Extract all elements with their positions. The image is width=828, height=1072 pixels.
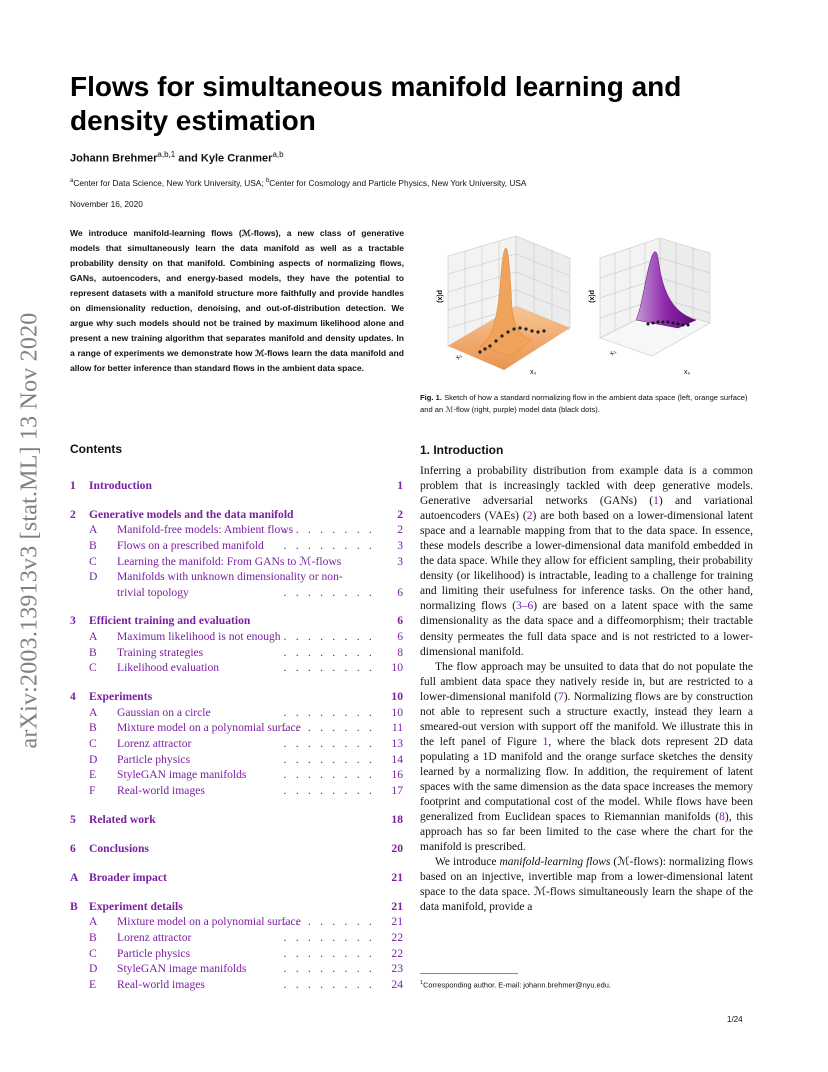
author-separator: and — [178, 152, 198, 165]
toc-entry-page: 21 — [391, 871, 403, 884]
toc-entry-page: 13 — [391, 737, 403, 750]
figure-caption-label: Fig. 1. — [420, 393, 442, 402]
paragraph: We introduce manifold-learning flows (ℳ-flows): normalizing flows based on an injective, invertible map from a lower-dimensional latent space to the data space. ℳ-flows simultaneously learn the shape of the data manifold, provide a — [420, 856, 754, 914]
citation-link[interactable]: 2 — [526, 510, 533, 523]
toc-entry-title: Real-world images — [117, 978, 205, 991]
toc-entry-page: 20 — [391, 842, 403, 855]
toc-entry-number: B — [70, 900, 78, 913]
toc-entry-number: B — [89, 721, 97, 734]
author-line — [70, 150, 284, 165]
toc-entry-page: 21 — [391, 915, 403, 928]
toc-entry-page: 17 — [391, 784, 403, 797]
toc-entry-page: 3 — [397, 555, 403, 568]
toc-entry[interactable] — [70, 812, 403, 827]
author-superscript: a,b,1 — [157, 150, 176, 159]
toc-entry-title: Particle physics — [117, 947, 191, 960]
toc-leader-dots: . . . . . . . . — [283, 721, 375, 734]
page-number: 1/24 — [727, 1015, 743, 1024]
toc-entry-title: Real-world images — [117, 784, 205, 797]
toc-entry-number: D — [89, 753, 98, 766]
toc-entry-page: 10 — [391, 706, 403, 719]
toc-entry-page: 10 — [391, 690, 403, 703]
toc-entry[interactable] — [70, 870, 403, 885]
toc-entry-page: 2 — [397, 508, 403, 521]
toc-entry-title: Flows on a prescribed manifold — [117, 539, 264, 552]
citation-link[interactable]: 3–6 — [516, 600, 534, 613]
left-panel-plot — [448, 236, 570, 370]
toc-entry-title: Lorenz attractor — [117, 737, 192, 750]
toc-leader-dots: . . . . . . . . — [283, 784, 375, 797]
toc-leader-dots: . . . . . . . . — [283, 630, 375, 643]
toc-entry[interactable] — [70, 538, 403, 553]
toc-entry-title: Efficient training and evaluation — [89, 614, 251, 627]
left-x1-axis-label: x₁ — [454, 352, 464, 362]
toc-entry[interactable] — [70, 705, 403, 720]
toc-entry-number: 6 — [70, 842, 76, 855]
toc-entry-number: 1 — [70, 479, 76, 492]
toc-entry-title: StyleGAN image manifolds — [117, 768, 247, 781]
author-superscript: a,b — [272, 150, 284, 159]
toc-entry-title: Introduction — [89, 479, 152, 492]
toc-leader-dots: . . . . . . . . — [283, 768, 375, 781]
toc-entry-page: 11 — [391, 721, 403, 734]
toc-entry-page: 21 — [391, 900, 403, 913]
toc-entry-page: 23 — [391, 962, 403, 975]
paragraph: The flow approach may be unsuited to data that do not populate the full ambient data space they natively reside in, but are restricted to a lower-dimensional manifold (7). Normalizing flows are by construction not able to represent such a structure exactly, instead they learn a smeared-out version with support off the manifold. We illustrate this in the left panel of Figure 1, where the black dots represent 2D data populating a 1D manifold and the orange surface sketches the density learned by a normalizing flow. In addition, the requirement of latent spaces with the same dimension as the data space increases the memory footprint and computational cost of the model. While flows have been generalized from Euclidean spaces to Riemannian manifolds (8), this approach has so far been limited to the case where the chart for the manifold is prescribed. — [420, 660, 753, 854]
toc-entry-page: 24 — [391, 978, 403, 991]
right-x0-axis-label: x₀ — [684, 369, 691, 376]
figure-svg — [420, 228, 760, 378]
toc-entry-page: 6 — [397, 586, 403, 599]
footnote — [420, 980, 611, 989]
toc-entry[interactable] — [70, 689, 403, 704]
toc-entry-title: Broader impact — [89, 871, 167, 884]
figure-reference-link[interactable]: 1 — [542, 735, 549, 748]
toc-entry[interactable] — [70, 930, 403, 945]
toc-entry-title: Experiment details — [89, 900, 183, 913]
toc-entry[interactable] — [70, 554, 403, 569]
toc-entry-page: 2 — [397, 523, 403, 536]
right-panel-plot — [600, 238, 710, 356]
toc-entry[interactable] — [70, 977, 403, 992]
toc-entry-title: Experiments — [89, 690, 153, 703]
toc-entry-number: F — [89, 784, 96, 797]
toc-entry-page: 16 — [391, 768, 403, 781]
toc-entry-page: 18 — [391, 813, 403, 826]
toc-entry[interactable] — [70, 720, 403, 735]
toc-entry-title: Mixture model on a polynomial surface — [117, 915, 301, 928]
toc-entry[interactable] — [70, 961, 403, 976]
toc-entry-number: 5 — [70, 813, 76, 826]
toc-entry-title: trivial topology — [117, 586, 189, 599]
toc-entry-page: 1 — [397, 479, 403, 492]
abstract: We introduce manifold-learning flows (ℳ-flows), a new class of generative models that simultaneously learn the data manifold as well as a tractable probability density on that manifold. Combining aspects of normalizing flows, GANs, autoencoders, and energy-based models, they have the potential to represent datasets with a manifold structure more faithfully and provide handles on dimensionality reduction, denoising, and out-of-distribution detection. We argue why such models should not be trained by maximum likelihood alone and present a new training algorithm that separates manifold and density updates. In a range of experiments we demonstrate how ℳ-flows learn the data manifold and allow for better inference than standard flows in the ambient data space. — [70, 228, 404, 374]
contents-heading: Contents — [70, 442, 122, 456]
toc-entry[interactable] — [70, 645, 403, 660]
toc-entry-number: C — [89, 947, 97, 960]
toc-entry-title: Learning the manifold: From GANs to ℳ-flows — [117, 555, 342, 568]
toc-entry-title: Manifold-free models: Ambient flows — [117, 523, 294, 536]
toc-leader-dots: . . . . . . . . — [283, 931, 375, 944]
left-x0-axis-label: x₀ — [530, 369, 537, 376]
toc-entry-title: Related work — [89, 813, 156, 826]
footnote-rule — [420, 973, 518, 974]
toc-entry-number: A — [89, 630, 98, 643]
toc-entry-page: 14 — [391, 753, 403, 766]
citation-link[interactable]: 7 — [557, 690, 564, 703]
toc-entry-number: D — [89, 962, 98, 975]
toc-leader-dots: . . . . . . . . — [283, 706, 375, 719]
toc-entry-title: Maximum likelihood is not enough — [117, 630, 281, 643]
toc-entry-number: 2 — [70, 508, 76, 521]
toc-leader-dots: . . . . . . . . — [283, 737, 375, 750]
toc-entry-title: Training strategies — [117, 646, 204, 659]
toc-entry[interactable] — [70, 841, 403, 856]
affiliation-mark: a — [70, 178, 74, 185]
toc-entry-number: C — [89, 661, 97, 674]
toc-entry-number: A — [89, 523, 98, 536]
toc-entry[interactable] — [70, 629, 403, 644]
toc-entry-page: 22 — [391, 947, 403, 960]
toc-entry-page: 6 — [397, 630, 403, 643]
affiliation-text: Center for Data Science, New York University, USA; — [73, 178, 266, 188]
toc-entry[interactable] — [70, 613, 403, 628]
citation-link[interactable]: 8 — [719, 811, 725, 824]
toc-leader-dots: . . . . . . . . — [283, 753, 375, 766]
figure-caption — [420, 392, 758, 416]
right-y-axis-label: p(x) — [588, 290, 595, 303]
toc-entry[interactable] — [70, 522, 403, 537]
toc-entry-number: 4 — [70, 690, 76, 703]
arxiv-identifier-stamp: arXiv:2003.13913v3 [stat.ML] 13 Nov 2020 — [16, 312, 43, 748]
toc-entry-title: Generative models and the data manifold — [89, 508, 294, 521]
toc-entry-page: 6 — [397, 614, 403, 627]
toc-entry-title: Manifolds with unknown dimensionality or non- — [117, 570, 343, 583]
toc-entry-title: Lorenz attractor — [117, 931, 192, 944]
toc-entry-title: Mixture model on a polynomial surface — [117, 721, 301, 734]
left-y-axis-label: p(x) — [436, 290, 443, 303]
right-x1-axis-label: x₁ — [608, 348, 618, 358]
toc-entry[interactable] — [70, 899, 403, 914]
figure-caption-text: Sketch of how a standard normalizing flow in the ambient data space (left, orange surface) and an ℳ-flow (right, purple) model data (black dots). — [420, 393, 748, 414]
publication-date: November 16, 2020 — [70, 199, 143, 209]
paragraph: Inferring a probability distribution from example data is a common problem that is increasingly tackled with deep generative models. Generative adversarial networks (GANs) (1) and variational autoencoders (VAEs) (2) are both based on a lower-dimensional latent space and a learnable mapping from that to the data space. In essence, these models describe a lower-dimensional data manifold embedded in the data space. While they allow for efficient sampling, their probability density (or likelihood) is intractable, leading to a challenge for training and limiting their usefulness for inference tasks. On the other hand, normalizing flows (3–6) are based on a latent space with the same dimensionality as the data space and a diffeomorphism; their tractable density permeates the full data space and is not restricted to a lower-dimensional manifold. — [420, 465, 754, 658]
introduction-body — [420, 464, 753, 915]
introduction-heading: 1. Introduction — [420, 443, 504, 457]
toc-entry-number: B — [89, 931, 97, 944]
figure-1 — [420, 228, 760, 378]
affiliation-mark: b — [265, 178, 270, 185]
paper-title: Flows for simultaneous manifold learning and density estimation — [70, 71, 682, 136]
toc-entry-number: E — [89, 768, 97, 781]
toc-entry[interactable] — [70, 569, 403, 584]
author-name: Kyle Cranmer — [200, 152, 273, 165]
toc-entry-number: B — [89, 646, 97, 659]
toc-leader-dots: . . . . . . . . — [283, 646, 375, 659]
affiliations — [70, 178, 526, 188]
toc-entry[interactable] — [70, 946, 403, 961]
toc-leader-dots: . . . . . . . . — [283, 915, 375, 928]
toc-entry-number: A — [70, 871, 79, 884]
toc-entry-title: Likelihood evaluation — [117, 661, 220, 674]
toc-entry-page: 22 — [391, 931, 403, 944]
toc-entry-number: C — [89, 555, 97, 568]
toc-entry-number: E — [89, 978, 97, 991]
toc-entry[interactable] — [70, 585, 403, 600]
toc-entry-title: StyleGAN image manifolds — [117, 962, 247, 975]
toc-entry-number: D — [89, 570, 98, 583]
toc-entry-page: 3 — [397, 539, 403, 552]
toc-entry[interactable] — [70, 507, 403, 522]
toc-leader-dots: . . . . . . . . — [283, 962, 375, 975]
toc-entry-page: 10 — [391, 661, 403, 674]
toc-entry[interactable] — [70, 767, 403, 782]
toc-entry[interactable] — [70, 914, 403, 929]
toc-entry-number: A — [89, 915, 98, 928]
toc-leader-dots: . . . . . . . . — [283, 539, 375, 552]
toc-entry-number: C — [89, 737, 97, 750]
toc-entry-number: 3 — [70, 614, 76, 627]
toc-leader-dots: . . . . . . . . — [283, 947, 375, 960]
toc-leader-dots: . . . . . . . . — [283, 978, 375, 991]
author-name: Johann Brehmer — [70, 152, 158, 165]
toc-entry[interactable] — [70, 660, 403, 675]
toc-entry[interactable] — [70, 752, 403, 767]
toc-entry[interactable] — [70, 783, 403, 798]
affiliation-text: Center for Cosmology and Particle Physics, New York University, USA — [269, 178, 527, 188]
toc-entry-title: Gaussian on a circle — [117, 706, 211, 719]
toc-entry-page: 8 — [397, 646, 403, 659]
toc-entry-number: B — [89, 539, 97, 552]
toc-leader-dots: . . . . . . . . — [283, 586, 375, 599]
footnote-text: Corresponding author. E-mail: johann.brehmer@nyu.edu. — [423, 980, 611, 990]
toc-entry-number: A — [89, 706, 98, 719]
citation-link[interactable]: 1 — [653, 495, 659, 508]
toc-leader-dots: . . . . . . . . — [283, 661, 375, 674]
toc-entry-title: Particle physics — [117, 753, 191, 766]
toc-entry[interactable] — [70, 478, 403, 493]
toc-entry-title: Conclusions — [89, 842, 149, 855]
toc-entry[interactable] — [70, 736, 403, 751]
footnote-mark: 1 — [420, 980, 424, 986]
toc-leader-dots: . . . . . . . . — [283, 523, 375, 536]
